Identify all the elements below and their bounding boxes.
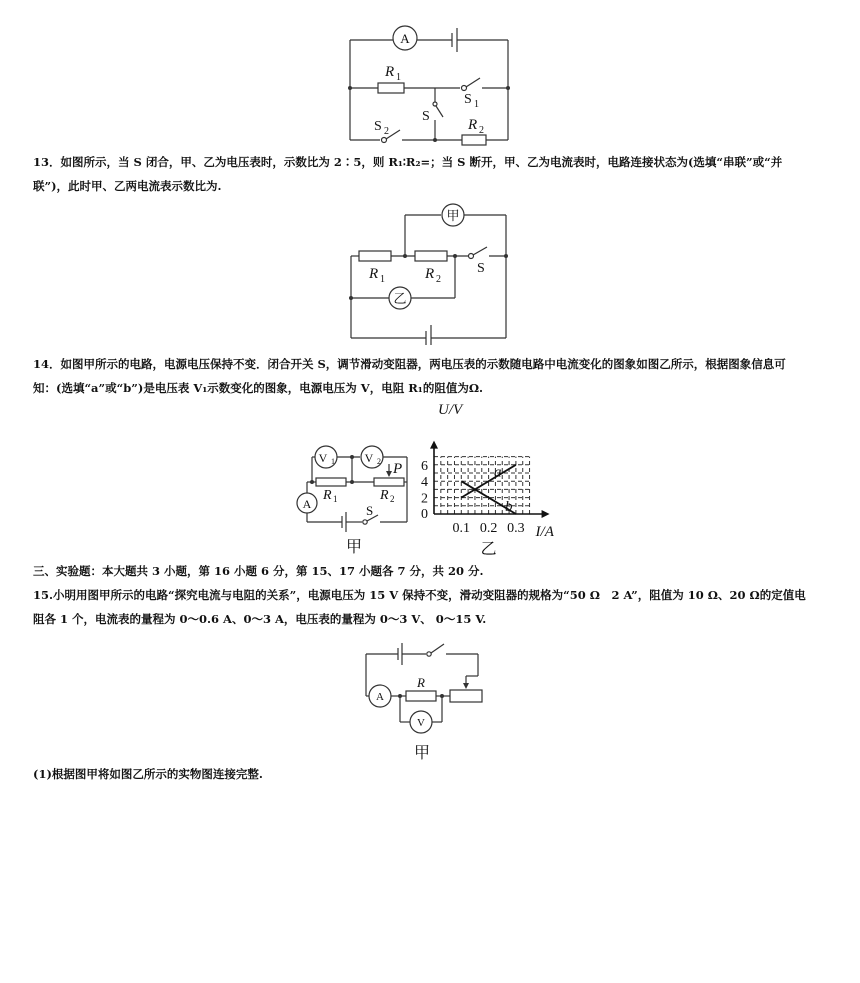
q14-circuit-figure: [292, 440, 417, 560]
ammeter-label: A: [376, 691, 384, 703]
resistor-r2: [462, 135, 486, 145]
r1-sub: 1: [333, 494, 338, 504]
q13-circuit-figure: [343, 200, 518, 345]
r2-sub: 2: [390, 494, 395, 504]
s2-label: S: [374, 119, 382, 134]
r2-label: R: [380, 488, 389, 503]
voltmeter-label: V: [417, 717, 425, 729]
ammeter-label: A: [302, 497, 312, 511]
q15-circuit-figure: [360, 640, 490, 765]
q14-graph-figure: [410, 400, 570, 560]
s1-sub: 1: [474, 99, 479, 110]
s2-sub: 2: [384, 126, 389, 137]
s-label: S: [366, 503, 374, 518]
r2-sub: 2: [436, 274, 441, 285]
r1-sub: 1: [380, 274, 385, 285]
p-label: P: [393, 461, 403, 477]
u-i-chart: [410, 400, 570, 560]
x-axis-arrow: [542, 510, 550, 518]
x-axis-label: I/A: [535, 524, 554, 540]
v1-label: V: [318, 451, 328, 465]
q15-circuit-diagram: [360, 640, 490, 765]
r1-label: R: [385, 64, 395, 80]
s1-label: S: [464, 92, 472, 107]
resistor-r1: [378, 83, 404, 93]
section-3-heading: 三、实验题：本大题共 3 小题，第 16 小题 6 分，第 15、17 小题各 7 分，共 20 分.: [33, 564, 484, 578]
meter-jia-label: 甲: [446, 208, 460, 223]
rheostat-r2: [374, 478, 404, 486]
slider-arrow: [463, 683, 469, 689]
q15-line-1: 15.小明用图甲所示的电路“探究电流与电阻的关系”，电源电压为 15 V 保持不变，滑动变阻器的规格为“50 Ω 2 A”，阻值为 10 Ω、20 Ω的定值电: [33, 588, 806, 602]
origin-label: 0: [421, 507, 428, 522]
q14-circuit-diagram: [292, 440, 417, 560]
r1-sub: 1: [396, 72, 401, 83]
q14-line-1: 14．如图甲所示的电路，电源电压保持不变．闭合开关 S，调节滑动变阻器，两电压表的示数随电路中电流变化的图象如图乙所示，根据图象信息可: [33, 357, 786, 371]
q13-line-2: 联”)，此时甲、乙两电流表示数比为.: [33, 179, 222, 193]
q15-subquestion-1: (1)根据图甲将如图乙所示的实物图连接完整.: [33, 767, 263, 781]
ammeter-label: A: [400, 31, 410, 46]
resistor-r1: [359, 251, 391, 261]
resistor-r: [406, 691, 436, 701]
q15-line-2: 阻各 1 个，电流表的量程为 0～0.6 A、0～3 A，电压表的量程为 0～3 V、 0～15 V.: [33, 612, 487, 626]
x-tick-label: 0.2: [479, 521, 498, 536]
y-tick-label: 2: [421, 491, 428, 507]
r2-sub: 2: [479, 125, 484, 136]
y-axis-arrow: [430, 441, 438, 449]
s-label: S: [477, 261, 485, 276]
q15-circuit-caption: 甲: [413, 745, 431, 762]
q14-line-2: 知：(选填“a”或“b”)是电压表 V₁示数变化的图象，电源电压为 V，电阻 R₁的阻值为Ω.: [33, 381, 484, 395]
resistor-r1: [316, 478, 346, 486]
y-tick-label: 6: [421, 458, 428, 474]
q14-circuit-caption: 甲: [345, 539, 363, 556]
q13-circuit-diagram: [343, 200, 518, 345]
question-13: [33, 150, 827, 198]
q12-circuit-figure: [340, 20, 520, 150]
r2-label: R: [468, 117, 478, 133]
v2-label: V: [364, 451, 374, 465]
y-axis-label: U/V: [438, 402, 463, 418]
series-label-b: b: [504, 499, 513, 516]
meter-yi-label: 乙: [393, 291, 407, 306]
question-14: [33, 352, 827, 400]
x-tick-label: 0.3: [507, 521, 525, 536]
v2-sub: 2: [377, 457, 381, 466]
resistor-r2: [415, 251, 447, 261]
series-label-a: a: [494, 464, 502, 481]
y-tick-label: 4: [421, 475, 428, 491]
r2-label: R: [425, 266, 435, 282]
question-15: [33, 583, 827, 631]
r-label: R: [417, 675, 425, 690]
rheostat: [450, 690, 482, 702]
v1-sub: 1: [331, 457, 335, 466]
chart-caption: 乙: [480, 541, 497, 558]
r1-label: R: [323, 488, 332, 503]
q13-line-1: 13．如图所示，当 S 闭合，甲、乙为电压表时，示数比为 2∶5，则 R₁∶R₂=；当 S 断开，甲、乙为电流表时，电路连接状态为(选填“串联”或“并: [33, 155, 783, 169]
x-tick-label: 0.1: [452, 521, 471, 536]
q12-circuit-diagram: [340, 20, 520, 150]
r1-label: R: [369, 266, 379, 282]
s-label: S: [422, 109, 430, 124]
